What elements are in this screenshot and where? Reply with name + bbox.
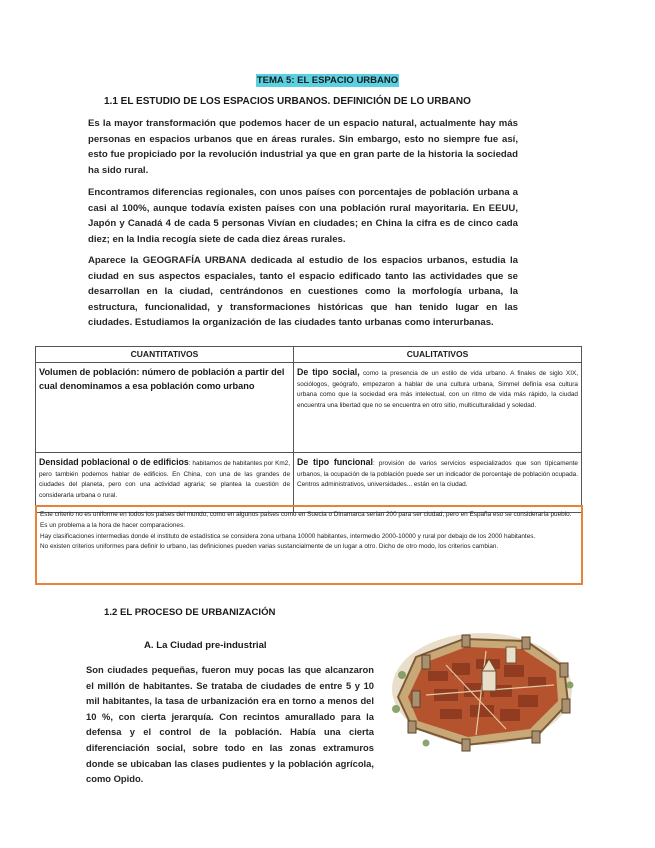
criteria-note-box	[35, 505, 583, 585]
header-cualitativos: CUALITATIVOS	[294, 347, 582, 363]
paragraph-intro: Es la mayor transformación que podemos hacer de un espacio natural, actualmente hay más personas en espacios urbanos que en áreas rurales. Sin embargo, esto no siempre fue así, esto fue propiciado por la revolución industrial ya que en gran parte de la historia la sociedad ha sido rural.	[88, 118, 518, 176]
section-heading-1-1: 1.1 EL ESTUDIO DE LOS ESPACIOS URBANOS. DEFINICIÓN DE LO URBANO	[104, 96, 471, 107]
tipo-social-text: como la presencia de un estilo de vida urbano. A finales de siglo XIX, sociólogos, geógrafo, empezaron a hablar de una cultura urbana, Simmel definía esa cultura urbana como que la sociedad era más intelectual, con un ritmo de vida más rápido, la ciudad encuentra una libertad que no se encuentra en otro sitio, multiculturalidad y soledad.	[297, 370, 579, 409]
note-line-2: Hay clasificaciones intermedias donde el instituto de estadística se considera zona urbana 10000 habitantes, intermedio 2000-10000 y rural por debajo de los 2000 habitantes.	[40, 532, 536, 540]
title-highlight: TEMA 5: EL ESPACIO URBANO	[256, 75, 399, 86]
densidad-lead: Densidad poblacional o de edificios	[39, 457, 189, 467]
header-cuantitativos: CUANTITATIVOS	[36, 347, 294, 363]
tipo-funcional-lead: De tipo funcional	[297, 457, 373, 467]
section-heading-1-2: 1.2 EL PROCESO DE URBANIZACIÓN	[104, 607, 276, 618]
document-title	[0, 70, 655, 88]
table-row	[36, 453, 582, 513]
note-line-3: No existen criterios uniformes para definir lo urbano, las definiciones pueden varias sustancialmente de un lugar a otro. Dicho de otro modo, los criterios cambian.	[40, 543, 499, 551]
subheading-ciudad-preindustrial: A. La Ciudad pre-industrial	[144, 640, 267, 651]
cell-tipo-social	[294, 363, 582, 453]
table-header-row	[36, 347, 582, 363]
volumen-poblacion-text: Volumen de población: número de población a partir del cual denominamos a esa población como urbano	[39, 367, 285, 391]
paragraph-regional-differences: Encontramos diferencias regionales, con unos países con porcentajes de población urbana a casi al 100%, aunque todavía existen países con una población rural mayoritaria. En EEUU, Japón y Canadá 4 de cada 5 personas Vivían en ciudades; en China la cifra es de cinco cada diez; en la India recogía siete de cada diez áreas rurales.	[88, 187, 518, 245]
paragraph-preindustrial-city: Son ciudades pequeñas, fueron muy pocas las que alcanzaron el millón de habitantes. Se trataba de ciudades de entre 5 y 10 mil habitantes, la tasa de urbanización era en torno a menos del 10 %, con cierta jerarquía. Con recintos amurallado para la defensa y el control de la población. Había una cierta diferenciación social, sobre todo en las zonas extramuros donde se ubicaban las clases pudientes y la población agrícola, como Opido.	[86, 664, 374, 785]
cell-tipo-funcional	[294, 453, 582, 513]
cell-densidad	[36, 453, 294, 513]
paragraph-urban-geography: Aparece la GEOGRAFÍA URBANA dedicada al estudio de los espacios urbanos, estudia la ciudad en sus aspectos espaciales, tanto el espacio edificado tanto las actividades que se desarrollan en la ciudad, centrándonos en cuestiones como la morfología urbana, la estructura, funcionalidad, y transformaciones históricas que han tenido lugar en las ciudades. Estudiamos la organización de las ciudades tanto urbanas como interurbanas.	[88, 255, 518, 328]
walled-city-illustration	[386, 605, 576, 755]
cell-volumen-poblacion	[36, 363, 294, 453]
tipo-funcional-text: : provisión de varios servicios especializados que son típicamente urbanos, la ocupación de la población puede ser un indicador de porcentaje de población ocupada. Centros administrativos, universidades... están en la ciudad.	[297, 460, 578, 489]
note-line-1: Este criterio no es uniforme en todos los países del mundo, como en algunos países como en Suecia o Dinamarca serían 200 para ser ciudad, pero en España eso se consideraría pueblo. Es un problema a la hora de hacer comparaciones.	[40, 511, 572, 529]
table-row	[36, 363, 582, 453]
densidad-text: : habitamos de habitantes por Km2, pero también podemos hablar de edificios. En China, con una de las grandes de ciudades del planeta, pero con una actividad agraria; se plantea la cuestión de considerarla urbana o rural.	[39, 460, 290, 499]
tipo-social-lead: De tipo social,	[297, 367, 360, 377]
criteria-table	[35, 346, 582, 513]
